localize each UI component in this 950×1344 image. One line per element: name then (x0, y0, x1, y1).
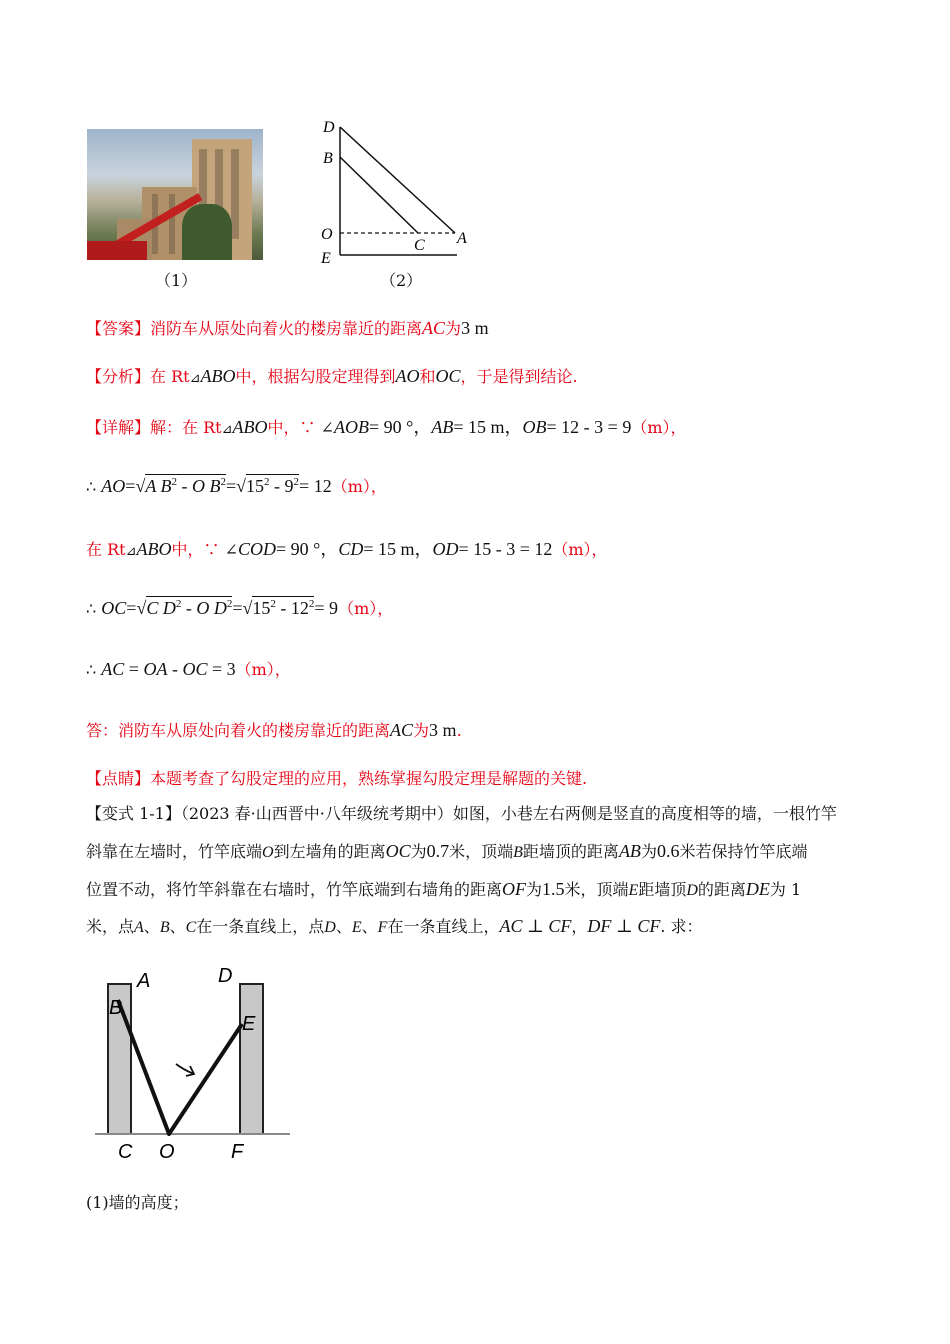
answer-value: 3 m (461, 318, 489, 338)
detail-ao-result: = 12 (299, 476, 332, 496)
perp-ac-cf: AC ⊥ CF (499, 916, 572, 936)
separator: 、 (143, 917, 160, 936)
variant-text: 的距离 (697, 880, 746, 899)
point-d: D (686, 882, 698, 899)
detail-unit: （m）， (235, 660, 291, 679)
conclusion-value: 3 m (429, 720, 457, 740)
variant-text: 距墙顶的距离 (522, 842, 619, 861)
analysis-oc: OC (435, 366, 461, 386)
analysis-text-1: 在 Rt (150, 367, 190, 386)
figure-caption-2: （2） (380, 271, 423, 290)
therefore-symbol: ∴ (86, 599, 97, 618)
detail-abo: ABO (232, 417, 268, 437)
answer-text: 消防车从原处向着火的楼房靠近的距离 (150, 319, 423, 338)
separator: 、 (169, 917, 186, 936)
angle-symbol: ∠ (224, 540, 238, 559)
detail-line-1 (86, 413, 687, 439)
variant-text: 位置不动，将竹竿斜靠在右墙时，竹竿底端到右墙角的距离 (86, 880, 503, 899)
variant-line-3 (86, 877, 801, 900)
label-E: E (321, 250, 331, 267)
separator: 、 (361, 917, 378, 936)
variant-text: 为 (640, 842, 657, 861)
variant-line-4 (86, 914, 703, 937)
detail-ab-value: = 15 m， (453, 417, 523, 437)
detail-text-1b: 中，∵ (267, 418, 316, 437)
detail-unit: （m）， (631, 418, 687, 437)
detail-radicand-ab: A B (145, 476, 172, 496)
variant-text: 在一条直线上，点 (196, 917, 325, 936)
detail-tag: 【详解】 (86, 418, 151, 437)
variant-text: 米若保持竹竿底端 (679, 842, 808, 861)
point-b: B (513, 844, 523, 861)
point-c: C (185, 919, 197, 936)
variant-line-1: 【变式 1-1】（2023 春·山西晋中·八年级统考期中）如图，小巷左右两侧是竖直的高度相等的墙，一根竹竿 (86, 804, 837, 823)
triangle-symbol: ⊿ (189, 371, 201, 386)
label-C: C (118, 1141, 133, 1163)
detail-radicand-15: 15 (246, 476, 265, 496)
conclusion-end: . (456, 721, 462, 740)
label-C: C (414, 237, 425, 254)
variant-text: 为 1 (769, 880, 802, 899)
alley-wall-diagram (92, 958, 297, 1168)
detail-cd: CD (338, 539, 364, 559)
point-f: F (377, 919, 388, 936)
equals-sign: = (226, 476, 237, 496)
label-B: B (323, 150, 333, 167)
detail-oa: OA (143, 659, 168, 679)
variant-text: 米，点 (86, 917, 135, 936)
variant-text: 米，顶端 (564, 880, 629, 899)
variant-text: 米，顶端 (449, 842, 514, 861)
detail-ob: OB (522, 417, 547, 437)
detail-abo-2: ABO (136, 539, 172, 559)
detail-text-3a: 在 Rt (86, 540, 126, 559)
detail-oc-2: OC (182, 659, 208, 679)
detail-radicand-od: - O D (181, 598, 227, 618)
label-D: D (323, 119, 335, 136)
label-O: O (321, 226, 333, 243)
detail-line-3 (86, 535, 608, 561)
comment-tag: 【点睛】 (86, 769, 151, 788)
minus-sign: - (167, 659, 183, 679)
answer-var: AC (422, 318, 446, 338)
label-F: F (231, 1141, 244, 1163)
segment-of: OF (502, 879, 527, 899)
equals-sign: = (125, 476, 136, 496)
separator: ， (571, 917, 588, 936)
detail-radicand-12: - 12 (275, 598, 309, 618)
segment-oc: OC (385, 841, 411, 861)
label-A: A (137, 970, 151, 992)
detail-line-2: ∴ AO=√A $B^2$ - O $B^2=√15^2 - 9^2= 12(m)$， (86, 476, 387, 496)
point-e: E (351, 919, 362, 936)
value-oc: 0.7 (426, 841, 450, 861)
detail-radicand-ob: - O B (177, 476, 221, 496)
detail-oc-result: = 9 (314, 598, 339, 618)
point-d: D (324, 919, 336, 936)
label-A: A (457, 230, 467, 247)
equals-sign: = (124, 659, 144, 679)
answer-mid: 为 (445, 319, 462, 338)
segment-de: DE (745, 879, 770, 899)
detail-od-value: = 15 - 3 = 12 (458, 539, 553, 559)
value-ab: 0.6 (656, 841, 680, 861)
detail-angle-value: = 90 °， (369, 417, 432, 437)
detail-od: OD (432, 539, 459, 559)
variant-line-2 (86, 839, 807, 862)
point-e: E (628, 882, 639, 899)
comment-text: 本题考查了勾股定理的应用，熟练掌握勾股定理是解题的关键. (150, 769, 588, 788)
conclusion-text: 答：消防车从原处向着火的楼房靠近的距离 (86, 721, 391, 740)
detail-ab: AB (431, 417, 454, 437)
label-O: O (159, 1141, 175, 1163)
detail-radicand-9: - 9 (269, 476, 294, 496)
variant-text: . 求： (660, 917, 703, 936)
point-o: O (262, 844, 274, 861)
detail-conclusion (86, 718, 462, 741)
analysis-text-3: ，于是得到结论. (460, 367, 578, 386)
equals-sign: = (232, 598, 243, 618)
detail-text-1a: 解：在 Rt (150, 418, 222, 437)
label-D: D (218, 965, 233, 987)
answer-line (86, 316, 489, 339)
variant-text: 距墙顶 (638, 880, 687, 899)
point-a: A (134, 919, 144, 936)
detail-ac-result: = 3 (207, 659, 236, 679)
detail-text-3b: 中，∵ (171, 540, 220, 559)
comment-line (86, 766, 587, 789)
triangle-symbol: ⊿ (221, 422, 233, 437)
segment-ab: AB (618, 841, 641, 861)
detail-angle-cod: COD (238, 539, 277, 559)
therefore-symbol: ∴ (86, 660, 97, 679)
conclusion-ac: AC (390, 720, 414, 740)
separator: 、 (335, 917, 352, 936)
figure-caption-1: （1） (155, 271, 198, 290)
variant-text: 到左墙角的距离 (273, 842, 386, 861)
analysis-and: 和 (419, 367, 436, 386)
detail-radicand-15b: 15 (252, 598, 271, 618)
ladder-triangle-diagram (310, 115, 480, 270)
answer-tag: 【答案】 (86, 319, 151, 338)
variant-text: 在一条直线上， (387, 917, 500, 936)
perp-df-cf: DF ⊥ CF (587, 916, 661, 936)
variant-text: 斜靠在左墙时，竹竿底端 (86, 842, 263, 861)
detail-oc: OC (101, 598, 127, 618)
detail-line-5 (86, 657, 291, 680)
detail-unit: （m）， (552, 540, 608, 559)
fire-truck-photo (87, 129, 263, 260)
therefore-symbol: ∴ (86, 477, 97, 496)
detail-ac: AC (101, 659, 125, 679)
detail-radicand-cd: C D (146, 598, 176, 618)
question-1: (1)墙的高度； (86, 1193, 189, 1212)
analysis-line (86, 364, 578, 387)
analysis-triangle-name: ABO (200, 366, 236, 386)
detail-angle-value-2: = 90 °， (276, 539, 339, 559)
detail-cd-value: = 15 m， (363, 539, 433, 559)
equals-sign: = (126, 598, 137, 618)
angle-symbol: ∠ (320, 418, 335, 437)
point-b: B (159, 919, 170, 936)
analysis-text-2: 中，根据勾股定理得到 (235, 367, 396, 386)
analysis-ao: AO (395, 366, 420, 386)
detail-angle-aob: AOB (334, 417, 370, 437)
label-E: E (242, 1013, 256, 1035)
triangle-symbol: ⊿ (125, 544, 137, 559)
detail-ob-value: = 12 - 3 = 9 (546, 417, 632, 437)
analysis-tag: 【分析】 (86, 367, 151, 386)
variant-text: 为 (410, 842, 427, 861)
variant-text: 为 (526, 880, 543, 899)
detail-line-4: ∴ OC=√C $D^2$ - O $D^2=√15^2 - 12^2= 9(m)$， (86, 598, 394, 618)
label-B: B (109, 997, 123, 1019)
value-of: 1.5 (542, 879, 565, 899)
conclusion-mid: 为 (413, 721, 430, 740)
detail-unit: （m）， (338, 599, 394, 618)
detail-unit: （m）， (331, 477, 387, 496)
detail-ao: AO (101, 476, 126, 496)
